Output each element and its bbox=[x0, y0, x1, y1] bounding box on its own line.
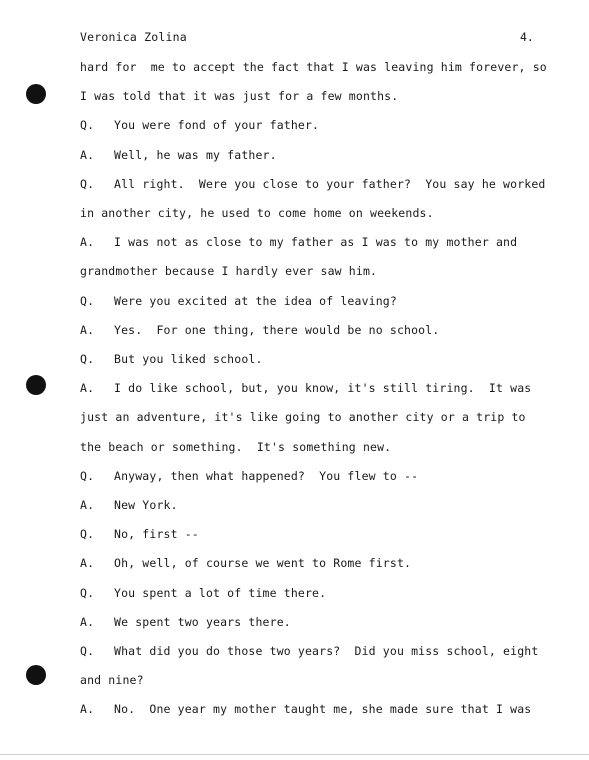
page-number: 4. bbox=[520, 30, 534, 44]
line-text: You spent a lot of time there. bbox=[114, 585, 327, 600]
line-text: Yes. For one thing, there would be no school. bbox=[114, 322, 440, 337]
line-text: hard for me to accept the fact that I was leaving him forever, so bbox=[80, 60, 547, 74]
transcript-line bbox=[80, 89, 398, 103]
line-text: Oh, well, of course we went to Rome first. bbox=[114, 556, 412, 571]
binder-hole-icon bbox=[26, 665, 46, 685]
transcript-line bbox=[80, 294, 397, 308]
speaker-label: A. bbox=[80, 556, 95, 571]
line-text: Anyway, then what happened? You flew to -- bbox=[114, 468, 419, 483]
line-text: I was not as close to my father as I was to my mother and bbox=[114, 235, 518, 250]
transcript-line bbox=[80, 469, 418, 483]
transcript-line bbox=[80, 206, 434, 220]
transcript-line bbox=[80, 586, 326, 600]
transcript-line bbox=[80, 235, 517, 249]
speaker-label: Q. bbox=[80, 644, 95, 658]
speaker-label: A. bbox=[80, 702, 95, 717]
line-text: You were fond of your father. bbox=[114, 118, 320, 133]
speaker-label: A. bbox=[80, 614, 95, 629]
transcript-line bbox=[80, 702, 531, 716]
line-text: No. One year my mother taught me, she made sure that I was bbox=[114, 702, 532, 717]
binder-hole-icon bbox=[26, 84, 46, 104]
line-text: New York. bbox=[114, 498, 178, 512]
speaker-label: A. bbox=[80, 498, 95, 512]
binder-hole-icon bbox=[26, 375, 46, 395]
speaker-label: Q. bbox=[80, 176, 95, 191]
line-text: But you liked school. bbox=[114, 352, 263, 366]
transcript-line bbox=[80, 527, 199, 541]
line-text: I do like school, but, you know, it's still tiring. It was bbox=[114, 381, 532, 396]
transcript-line bbox=[80, 177, 546, 191]
transcript-line bbox=[80, 148, 277, 162]
line-text: and nine? bbox=[80, 673, 144, 688]
transcript-line bbox=[80, 498, 178, 512]
line-text: in another city, he used to come home on weekends. bbox=[80, 206, 434, 220]
speaker-label: Q. bbox=[80, 293, 95, 308]
transcript-line bbox=[80, 410, 526, 424]
transcript-line bbox=[80, 352, 263, 366]
transcript-line bbox=[80, 440, 391, 454]
transcript-line bbox=[80, 264, 377, 278]
transcript-line bbox=[80, 644, 538, 658]
transcript-line bbox=[80, 615, 291, 629]
transcript-line bbox=[80, 673, 144, 687]
speaker-label: A. bbox=[80, 147, 95, 162]
speaker-label: Q. bbox=[80, 352, 95, 366]
speaker-label: Q. bbox=[80, 527, 95, 542]
line-text: What did you do those two years? Did you miss school, eight bbox=[114, 644, 539, 658]
speaker-label: A. bbox=[80, 381, 95, 396]
transcript-line bbox=[80, 118, 319, 132]
line-text: All right. Were you close to your father? You say he worked bbox=[114, 176, 546, 191]
speaker-label: A. bbox=[80, 322, 95, 337]
speaker-label: Q. bbox=[80, 118, 95, 133]
transcript-line bbox=[80, 556, 411, 570]
page-bottom-edge bbox=[0, 754, 589, 755]
transcript-line bbox=[80, 381, 531, 395]
speaker-label: A. bbox=[80, 235, 95, 250]
line-text: No, first -- bbox=[114, 527, 199, 542]
line-text: We spent two years there. bbox=[114, 614, 291, 629]
line-text: Well, he was my father. bbox=[114, 147, 277, 162]
transcript-line bbox=[80, 60, 547, 74]
line-text: just an adventure, it's like going to another city or a trip to bbox=[80, 410, 526, 425]
line-text: Were you excited at the idea of leaving? bbox=[114, 293, 397, 308]
transcript-line bbox=[80, 323, 439, 337]
speaker-label: Q. bbox=[80, 468, 95, 483]
line-text: grandmother because I hardly ever saw him. bbox=[80, 264, 378, 279]
speaker-label: Q. bbox=[80, 585, 95, 600]
interviewee-name: Veronica Zolina bbox=[80, 30, 187, 44]
line-text: the beach or something. It's something new. bbox=[80, 439, 392, 454]
line-text: I was told that it was just for a few months. bbox=[80, 89, 399, 104]
